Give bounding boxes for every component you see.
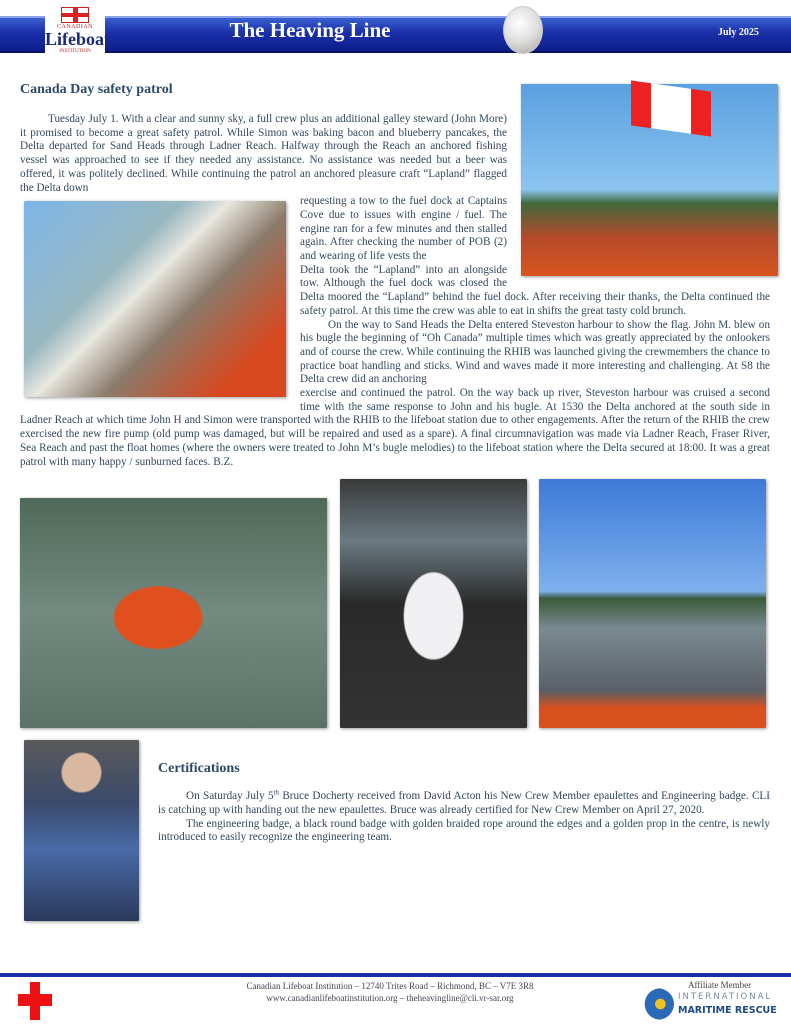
photo-fire-pump	[539, 479, 766, 728]
newsletter-title: The Heaving Line	[229, 18, 391, 42]
imr-text: MARITIME RESCUE	[678, 1005, 777, 1016]
photo-rhib	[20, 498, 327, 728]
canadian-flag	[631, 80, 711, 136]
affiliate-label: Affiliate Member	[688, 980, 752, 990]
photo-crew-with-flag	[521, 84, 778, 276]
logo-text-bottom: INSTITUTION	[59, 49, 91, 54]
logo-text-main: Lifeboat	[45, 29, 110, 49]
article-paragraph: Delta took the “Lapland” into an alongside tow. Although the fuel dock was closed the Delta moored the “Lapland” behind the fuel dock. After receiving their thanks, the Delta continued the safety patrol. At this time the crew was able to eat in shifts the great tasty cold brunch.	[300, 263, 770, 317]
article-paragraph: Tuesday July 1. With a clear and sunny sky, a full crew plus an additional galley steward (John More) it promised to become a great safety patrol. While Simon was baking bacon and blueberry pancakes, the Delta departed for Sand Heads through Ladner Reach. Halfway through the Reach an anchored fishing vessel was approached to see if they needed any assistance. No assistance was needed but a beer was offered, it was politely declined. While continuing the patrol an anchored pleasure craft “Lapland” flagged the Delta down	[20, 113, 507, 194]
superscript: th	[273, 788, 280, 797]
cli-flag-icon	[61, 7, 89, 23]
newsletter-content	[20, 78, 770, 921]
issue-date: July 2025	[718, 27, 759, 38]
photo-bruce-docherty	[24, 740, 139, 921]
cli-logo	[45, 6, 110, 62]
text-run: On Saturday July 5	[186, 790, 274, 803]
photo-row	[20, 469, 766, 728]
article-heading: Certifications	[158, 761, 240, 777]
article-paragraph: exercise and continued the patrol. On the way back up river, Steveston harbour was cruised a second time with the same response to John and his bugle. At 1530 the Delta anchored at the south side in Ladner Reach at which time John H and Simon were transported with the RHIB to the lifeboat station due to other engagements. After the return of the RHIB the crew exercised the new fire pump (old pump was damaged, but will be repaired and used as a spare). A final circumnavigation was made via Ladner Reach, Fraser River, Sea Reach and past the float homes (where the owners were treated to John M’s bugle melodies) to the lifeboat station where the Delta secured at 18:00. It was a great patrol with many happy / sunburned faces. B.Z.	[20, 387, 770, 468]
footer-address	[200, 980, 580, 1004]
photo-lapland-tow	[24, 201, 286, 397]
article-heading: Canada Day safety patrol	[20, 82, 173, 97]
footer-contact-line[interactable]: www.canadianlifeboatinstitution.org – theheavingline@cli.vr-sar.org	[266, 993, 514, 1003]
certifications-section	[20, 740, 770, 845]
imr-logo	[640, 980, 785, 1020]
article-paragraph: On the way to Sand Heads the Delta entered Steveston harbour to show the flag. John M. blew on his bugle the beginning of “Oh Canada” multiple times which was greatly appreciated by the onlookers and of course the crew. While continuing the RHIB was launched giving the crewmembers the chance to practice boat handling and sticks. Wind and waves made it more interesting and challenging. At S8 the Delta crew did an anchoring	[300, 318, 770, 386]
logo-text-top: CANADIAN	[57, 24, 93, 30]
rope-knot-icon	[503, 6, 543, 54]
text-run: Bruce Docherty received from David Acton his New Crew Member epaulettes and Engineering badge. CLI is catching up with handing out the new epaulettes. Bruce was already certified for New Crew Member on April 27, 2020.	[158, 790, 770, 816]
photo-wheelhouse	[340, 479, 527, 728]
article-paragraph: The engineering badge, a black round badge with golden braided rope around the edges and a golden prop in the centre, is newly introduced to easily recognize the engineering team.	[158, 817, 770, 844]
article-body	[158, 740, 770, 845]
article-paragraph	[158, 790, 770, 817]
cli-cross-logo-icon	[18, 982, 52, 1020]
imr-globe-icon	[640, 988, 674, 1020]
footer-divider	[0, 973, 791, 977]
imr-text: INTERNATIONAL	[678, 992, 773, 1002]
footer-address-line: Canadian Lifeboat Institution – 12740 Trites Road – Richmond, BC – V7E 3R8	[246, 981, 534, 991]
article-paragraph: requesting a tow to the fuel dock at Captains Cove due to issues with engine / fuel. The engine ran for a few minutes and then stalled again. After checking the number of POB (2) and wearing of life vests the	[300, 195, 507, 263]
